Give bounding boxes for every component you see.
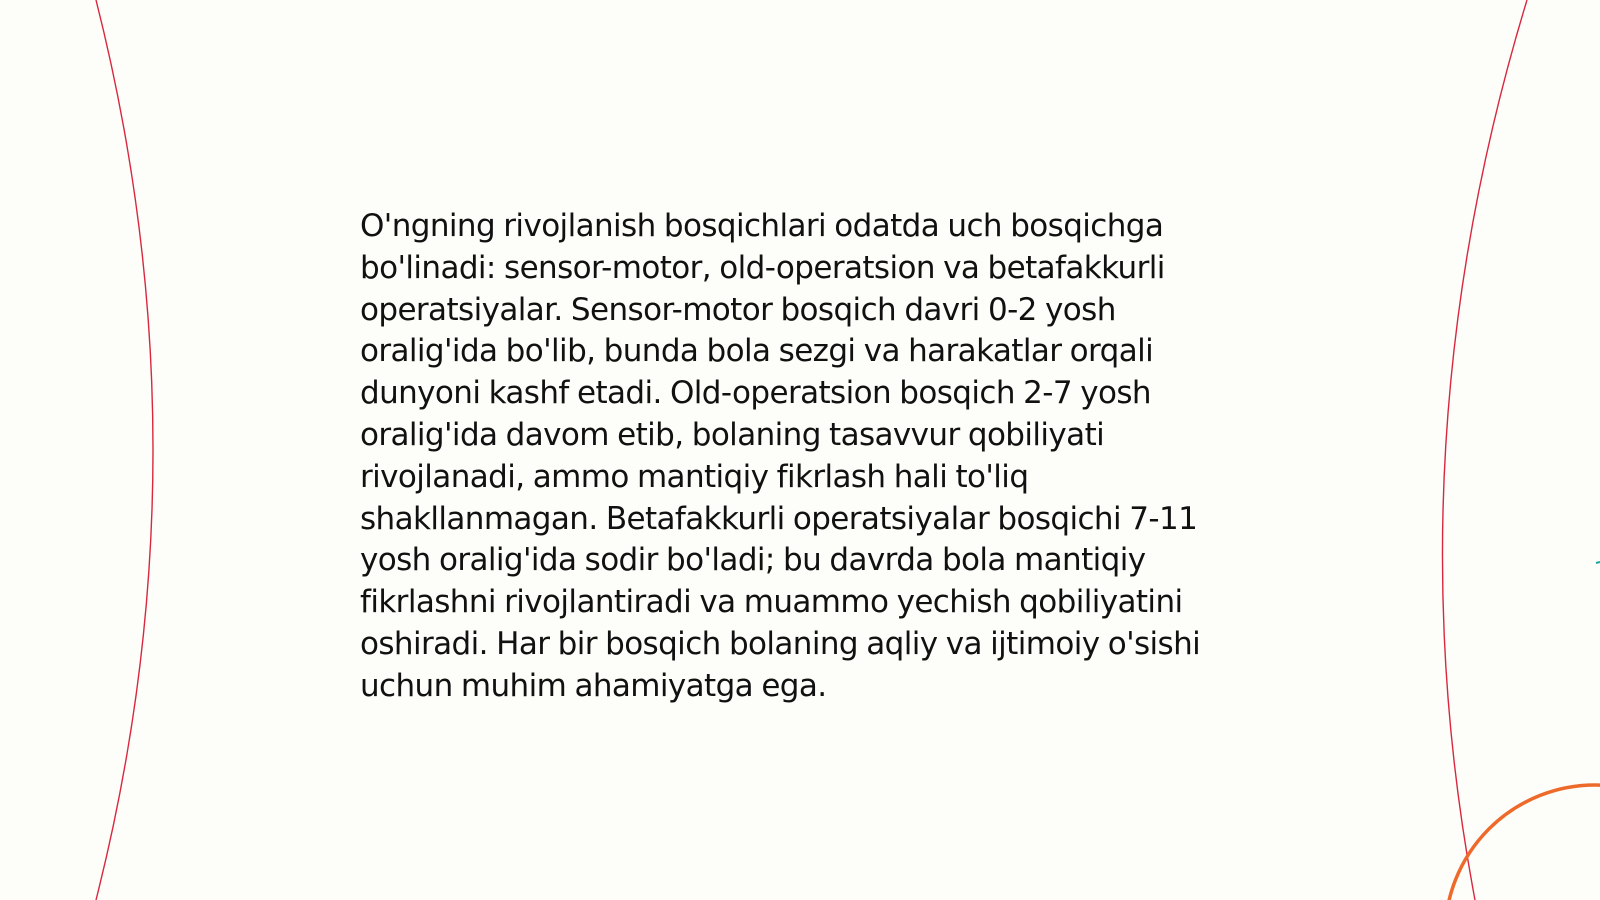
right-arc-line [1442,0,1527,900]
body-paragraph: O'ngning rivojlanish bosqichlari odatda uch bosqichga bo'linadi: sensor-motor, old-operatsion va betafakkurli operatsiyalar. Sensor-motor bosqich davri 0-2 yosh oralig'ida bo'lib, bunda bola sezgi va harakatlar orqali dunyoni kashf etadi. Old-operatsion bosqich 2-7 yosh oralig'ida davom etib, bolaning tasavvur qobiliyati rivojlanadi, ammo mantiqiy fikrlash hali to'liq shakllanmagan. Betafakkurli operatsiyalar bosqichi 7-11 yosh oralig'ida sodir bo'ladi; bu davrda bola mantiqiy fikrlashni rivojlantiradi va muammo yechish qobiliyatini oshiradi. Har bir bosqich bolaning aqliy va ijtimoiy o'sishi uchun muhim ahamiyatga ega. [360,208,1201,704]
teal-accent-mark [1596,562,1600,563]
orange-ring [1445,785,1600,900]
left-arc-line [96,0,153,900]
